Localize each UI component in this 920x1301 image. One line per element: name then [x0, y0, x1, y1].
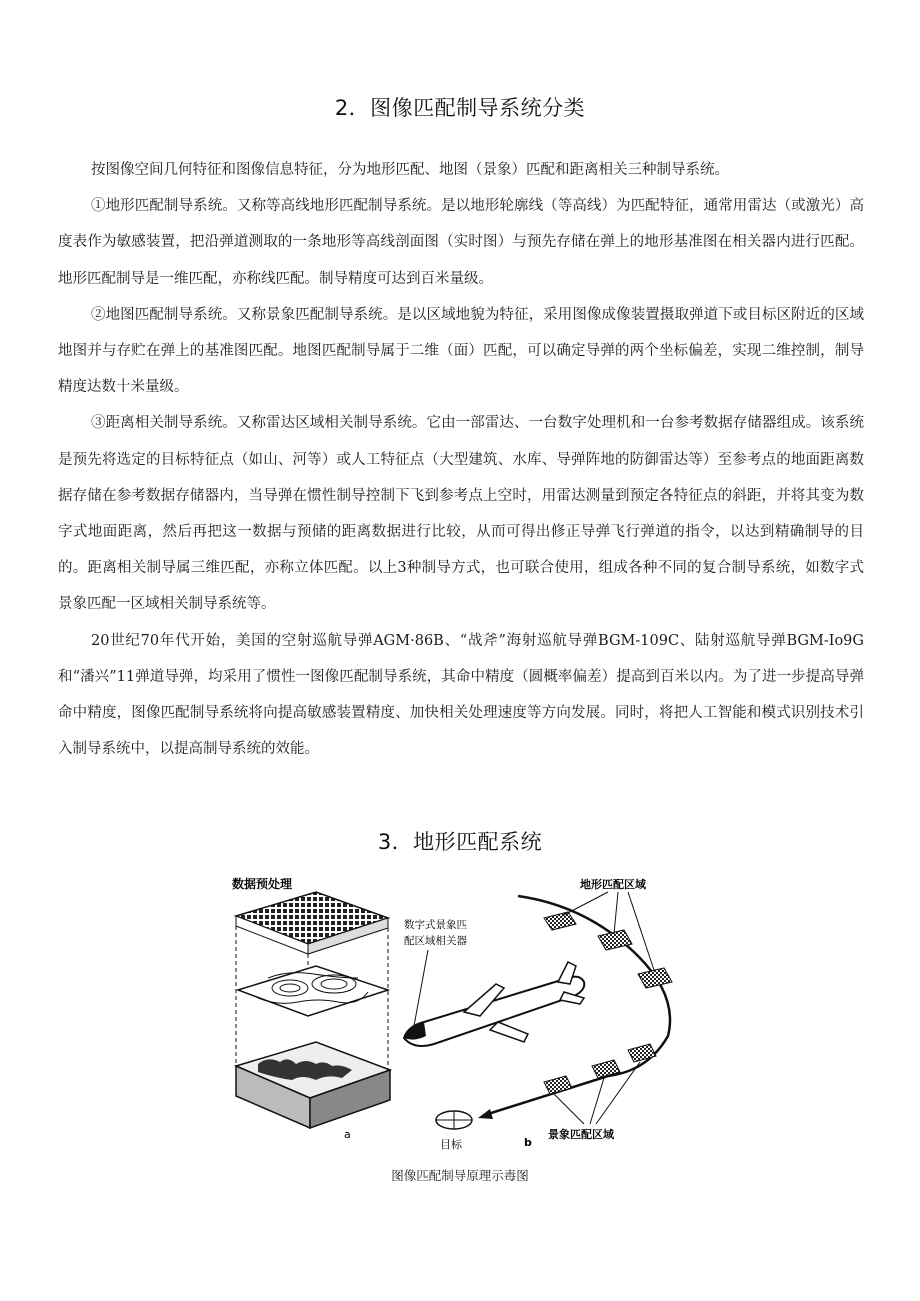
panel-b-label: b [524, 1136, 532, 1149]
correlator-label-line2: 配区域相关器 [404, 935, 467, 947]
target-label: 目标 [440, 1138, 462, 1151]
correlator-pointer [414, 950, 428, 1026]
guidance-principle-figure [228, 866, 692, 1152]
flight-path-arrow [478, 1109, 493, 1119]
correlator-label-line1: 数字式景象匹 [404, 919, 467, 931]
paragraph-intro: 按图像空间几何特征和图像信息特征，分为地形匹配、地图（景象）匹配和距离相关三种制导系统。 [91, 162, 729, 178]
panel-a-label: a [344, 1128, 351, 1141]
section-2-heading: 2．图像匹配制导系统分类 [334, 96, 586, 120]
scene-zone-label: 景象匹配区域 [548, 1128, 614, 1141]
terrain-zone-label: 地形匹配区域 [580, 878, 646, 891]
cruise-missile [404, 962, 584, 1046]
contour-layer [238, 966, 388, 1016]
preprocess-label: 数据预处理 [232, 877, 293, 891]
target-marker [436, 1111, 472, 1129]
scene-match-zones [544, 1044, 656, 1094]
terrain-block [236, 1042, 390, 1128]
paragraph-map-matching: ②地图匹配制导系统。又称景象匹配制导系统。是以区域地貌为特征，采用图像成像装置摄取弹道下或目标区附近的区域地图并与存贮在弹上的基准图匹配。地图匹配制导属于二维（面）匹配，可以确定导弹的两个坐标偏差，实现二维控制，制导精度达数十米量级。 [58, 306, 864, 396]
guidance-diagram-svg [228, 866, 692, 1152]
section-3-heading: 3．地形匹配系统 [377, 830, 543, 854]
grid-layer [236, 892, 388, 954]
paragraph-range-correlation: ③距离相关制导系统。又称雷达区域相关制导系统。它由一部雷达、一台数字处理机和一台参考数据存储器组成。该系统是预先将选定的目标特征点（如山、河等）或人工特征点（大型建筑、水库、导弹阵地的防御雷达等）至参考点的地面距离数据存储在参考数据存储器内，当导弹在惯性制导控制下飞到参考点上空时，用雷达测量到预定各特征点的斜距，并将其变为数字式地面距离，然后再把这一数据与预储的距离数据进行比较，从而可得出修正导弹飞行弹道的指令，以达到精确制导的目的。距离相关制导属三维匹配，亦称立体匹配。以上3种制导方式，也可联合使用，组成各种不同的复合制导系统，如数字式景象匹配一区域相关制导系统等。 [58, 415, 864, 613]
paragraph-history: 20世纪70年代开始，美国的空射巡航导弹AGM·86B、“战斧”海射巡航导弹BGM-109C、陆射巡航导弹BGM-Io9G和“潘兴”11弹道导弹，均采用了惯性一图像匹配制导系统，其命中精度（圆概率偏差）提高到百米以内。为了进一步提高导弹命中精度，图像匹配制导系统将向提高敏感装置精度、加快相关处理速度等方向发展。同时，将把人工智能和模式识别技术引入制导系统中，以提高制导系统的效能。 [58, 632, 864, 758]
figure-caption: 图像匹配制导原理示毒图 [391, 1168, 529, 1183]
paragraph-terrain-matching: ①地形匹配制导系统。又称等高线地形匹配制导系统。是以地形轮廓线（等高线）为匹配特征，通常用雷达（或激光）高度表作为敏感装置，把沿弹道测取的一条地形等高线剖面图（实时图）与预先存储在弹上的地形基准图在相关器内进行匹配。地形匹配制导是一维匹配，亦称线匹配。制导精度可达到百米量级。 [58, 198, 864, 287]
section-2-body [58, 152, 864, 767]
